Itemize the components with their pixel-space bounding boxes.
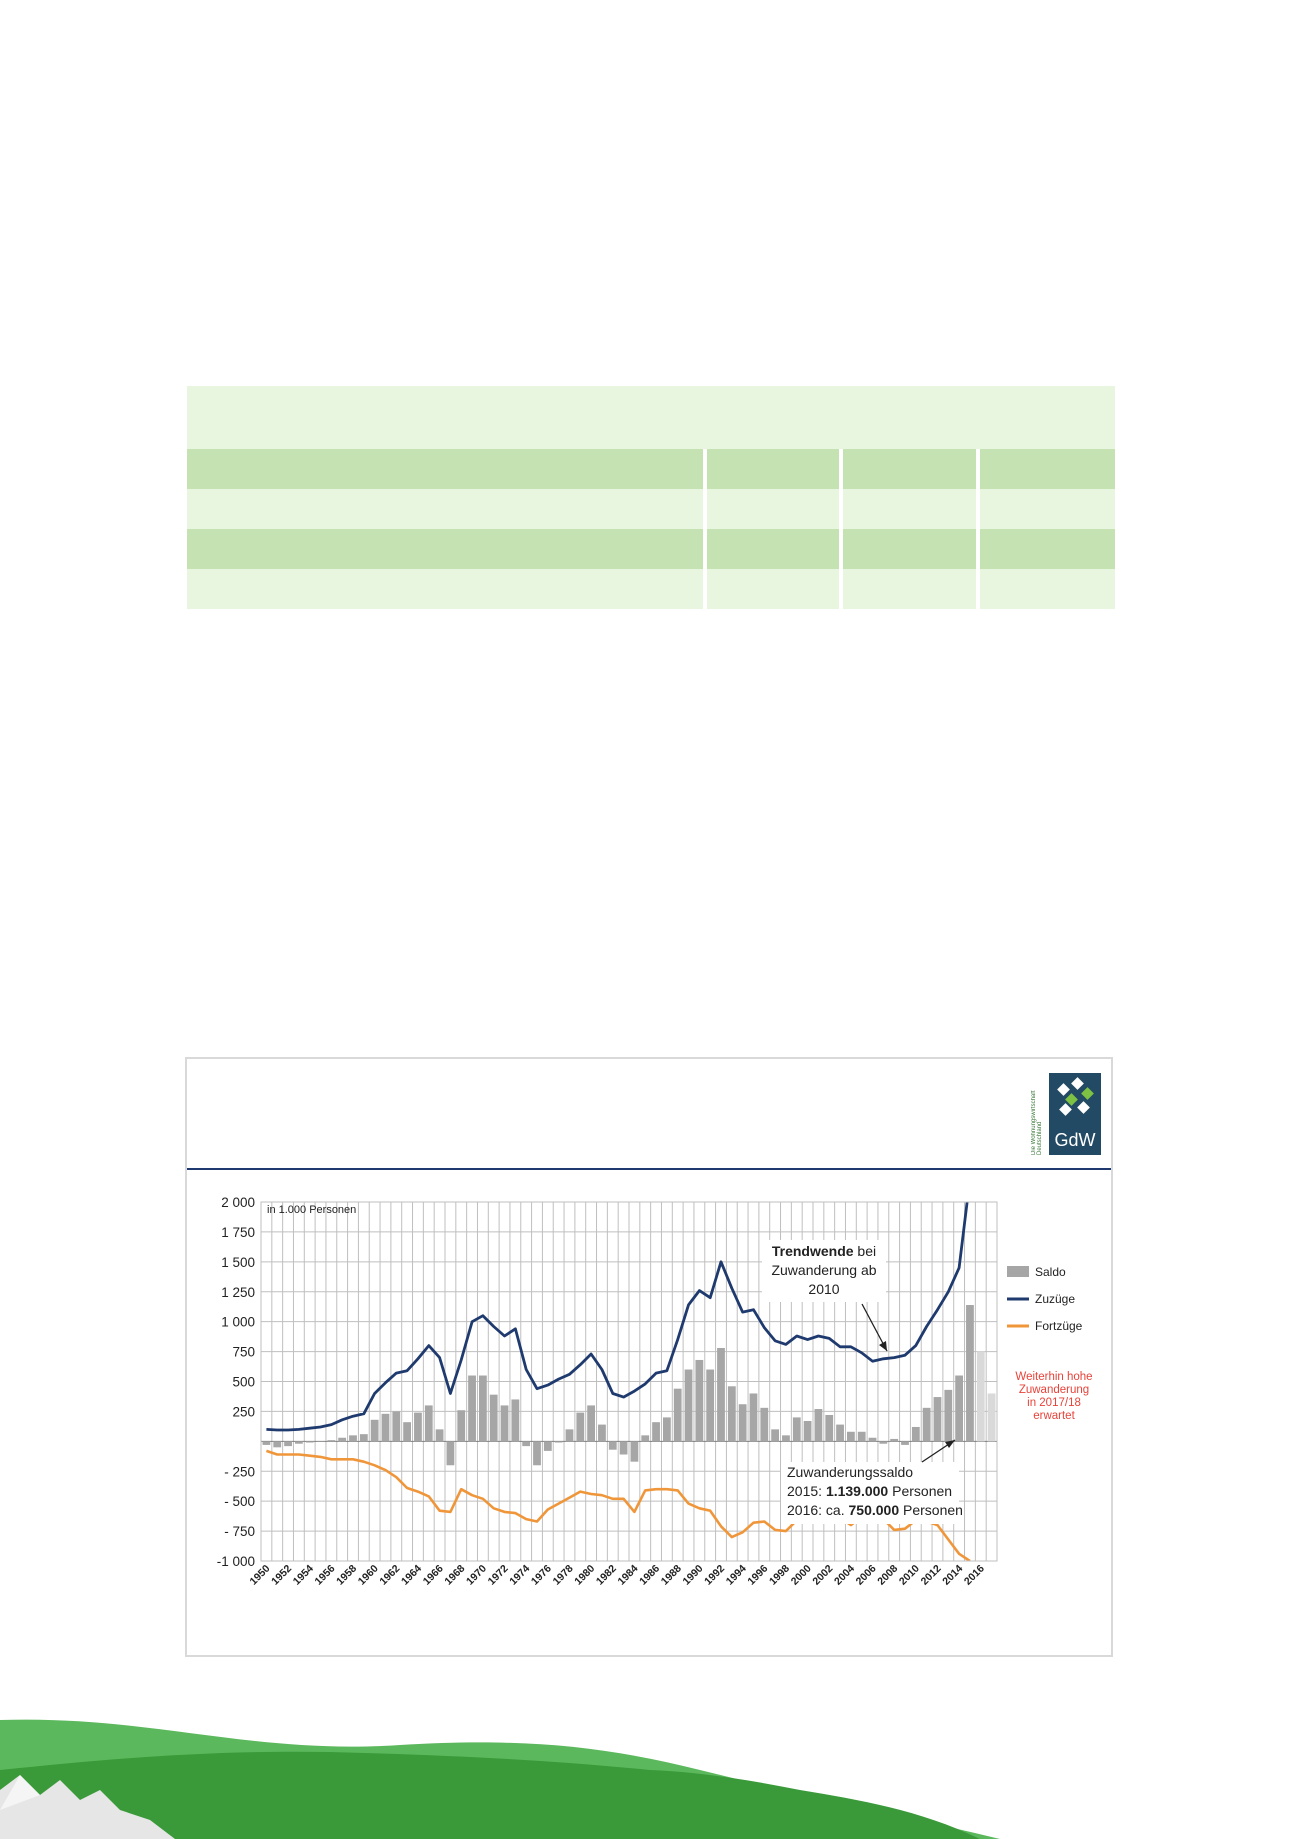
x-tick-label: 1986 — [637, 1562, 663, 1588]
saldo-bar — [479, 1376, 487, 1442]
saldo-bar — [598, 1425, 606, 1442]
y-tick-label: - 500 — [224, 1494, 255, 1510]
x-tick-label: 2008 — [875, 1562, 901, 1588]
y-tick-label: 250 — [232, 1404, 255, 1420]
annotation-forecast — [1015, 1371, 1092, 1422]
x-tick-label: 2004 — [832, 1562, 858, 1588]
saldo-bar — [349, 1435, 357, 1441]
saldo-bar — [771, 1429, 779, 1441]
saldo-bar — [869, 1438, 877, 1442]
logo-caption: Die Wohnungswirtschaft Deutschland — [1031, 1090, 1043, 1155]
saldo-bar — [641, 1435, 649, 1441]
saldo-bar — [382, 1414, 390, 1442]
saldo-bar — [760, 1408, 768, 1442]
saldo-bar — [273, 1441, 281, 1447]
annotation-forecast-segment: Weiterhin hohe — [1015, 1371, 1093, 1383]
annotation-saldo — [781, 1462, 963, 1524]
saldo-bar — [306, 1441, 314, 1442]
x-tick-label: 1992 — [702, 1562, 728, 1588]
table-row — [187, 489, 1115, 529]
saldo-bar — [360, 1434, 368, 1441]
x-tick-label: 2002 — [810, 1562, 836, 1588]
annotation-saldo-segment: Personen — [888, 1483, 953, 1499]
saldo-bar — [436, 1429, 444, 1441]
saldo-bar — [825, 1415, 833, 1441]
saldo-bar — [890, 1439, 898, 1441]
legend-label: Zuzüge — [1035, 1292, 1076, 1306]
x-tick-label: 2010 — [896, 1562, 922, 1588]
saldo-bar — [858, 1432, 866, 1442]
saldo-bar — [317, 1441, 325, 1442]
saldo-bar — [750, 1393, 758, 1441]
x-tick-label: 1950 — [247, 1562, 273, 1588]
saldo-bar — [912, 1427, 920, 1441]
saldo-bar — [371, 1420, 379, 1442]
saldo-bar — [566, 1429, 574, 1441]
x-tick-label: 1970 — [464, 1562, 490, 1588]
saldo-bar — [739, 1404, 747, 1441]
saldo-bar — [511, 1399, 519, 1441]
legend-swatch-saldo — [1007, 1266, 1029, 1277]
annotation-saldo-segment: 2015: — [787, 1483, 826, 1499]
x-tick-label: 1962 — [377, 1562, 403, 1588]
annotation-saldo-segment: 750.000 — [848, 1502, 900, 1518]
saldo-bar — [522, 1441, 530, 1446]
x-tick-label: 1968 — [442, 1562, 468, 1588]
legend-label: Saldo — [1035, 1265, 1066, 1279]
chart-svg — [187, 1059, 1111, 1655]
saldo-bar — [457, 1410, 465, 1441]
x-tick-label: 2016 — [961, 1562, 987, 1588]
saldo-bar — [284, 1441, 292, 1446]
x-tick-label: 1982 — [593, 1562, 619, 1588]
x-tick-label: 1988 — [658, 1562, 684, 1588]
x-tick-label: 1976 — [528, 1562, 554, 1588]
table-row — [187, 569, 1115, 609]
logo-text: GdW — [1054, 1130, 1096, 1150]
saldo-bar — [609, 1441, 617, 1449]
annotation-forecast-line — [1015, 1371, 1092, 1383]
x-tick-label: 1998 — [767, 1562, 793, 1588]
unit-label: in 1.000 Personen — [267, 1204, 357, 1216]
saldo-bar — [501, 1405, 509, 1441]
saldo-bar — [717, 1348, 725, 1441]
saldo-bar — [988, 1393, 996, 1441]
table-cell — [843, 449, 975, 489]
y-tick-label: 1 000 — [221, 1314, 255, 1330]
saldo-bar — [815, 1409, 823, 1441]
saldo-bar — [879, 1441, 887, 1443]
annotation-saldo-segment: Zuwanderungssaldo — [787, 1464, 914, 1480]
x-tick-label: 2012 — [918, 1562, 944, 1588]
annotation-trendwende-line — [808, 1281, 839, 1297]
x-tick-label: 1960 — [355, 1562, 381, 1588]
table-cell — [187, 529, 703, 569]
saldo-bar — [576, 1413, 584, 1442]
saldo-bar — [295, 1441, 303, 1443]
saldo-bar — [728, 1386, 736, 1441]
x-tick-label: 1996 — [745, 1562, 771, 1588]
x-tick-label: 1966 — [420, 1562, 446, 1588]
saldo-bar — [955, 1376, 963, 1442]
x-tick-label: 2014 — [940, 1562, 966, 1588]
x-tick-label: 1954 — [290, 1562, 316, 1588]
saldo-bar — [425, 1405, 433, 1441]
saldo-bar — [392, 1411, 400, 1441]
table-cell — [187, 489, 703, 529]
saldo-bar — [836, 1425, 844, 1442]
saldo-bar — [847, 1432, 855, 1442]
saldo-bar — [966, 1305, 974, 1441]
annotation-trendwende-line — [772, 1243, 876, 1259]
x-tick-label: 1978 — [550, 1562, 576, 1588]
annotation-trendwende-segment: Zuwanderung ab — [771, 1262, 877, 1278]
annotation-trendwende-segment: Trendwende — [771, 1243, 854, 1259]
saldo-bar — [782, 1435, 790, 1441]
y-tick-label: 500 — [232, 1374, 255, 1390]
x-tick-label: 1990 — [680, 1562, 706, 1588]
saldo-bar — [977, 1352, 985, 1442]
table-cell — [187, 449, 703, 489]
x-tick-label: 2000 — [788, 1562, 814, 1588]
saldo-bar — [923, 1408, 931, 1442]
y-tick-label: 750 — [232, 1344, 255, 1360]
annotation-saldo-segment: Personen — [899, 1502, 963, 1518]
saldo-bar — [490, 1395, 498, 1442]
x-tick-label: 1956 — [312, 1562, 338, 1588]
migration-chart-figure — [185, 1057, 1113, 1657]
annotation-forecast-line — [1019, 1384, 1089, 1396]
x-tick-label: 1974 — [507, 1562, 533, 1588]
y-tick-label: 1 750 — [221, 1224, 255, 1240]
y-tick-label: - 250 — [224, 1464, 255, 1480]
annotation-forecast-line — [1027, 1397, 1081, 1409]
legend-label: Fortzüge — [1035, 1319, 1083, 1333]
saldo-bar — [587, 1405, 595, 1441]
saldo-bar — [652, 1422, 660, 1441]
saldo-bar — [944, 1390, 952, 1441]
y-tick-label: 1 500 — [221, 1254, 255, 1270]
annotation-forecast-segment: in 2017/18 — [1027, 1397, 1081, 1409]
x-tick-label: 1958 — [334, 1562, 360, 1588]
saldo-bar — [685, 1370, 693, 1442]
table-cell — [187, 569, 703, 609]
saldo-bar — [901, 1441, 909, 1445]
saldo-bar — [338, 1438, 346, 1442]
x-tick-label: 1972 — [485, 1562, 511, 1588]
saldo-bar — [468, 1376, 476, 1442]
saldo-bar — [403, 1422, 411, 1441]
table-cell — [980, 449, 1115, 489]
saldo-bar — [447, 1441, 455, 1465]
annotation-trendwende — [762, 1240, 886, 1302]
saldo-bar — [414, 1413, 422, 1442]
table-cell — [843, 489, 975, 529]
x-tick-label: 1984 — [615, 1562, 641, 1588]
x-tick-label: 1964 — [399, 1562, 425, 1588]
y-tick-label: 1 250 — [221, 1284, 255, 1300]
table-header-row — [187, 386, 1115, 449]
saldo-bar — [327, 1440, 335, 1441]
x-tick-label: 1994 — [723, 1562, 749, 1588]
annotation-forecast-line — [1033, 1410, 1075, 1422]
table-cell — [980, 569, 1115, 609]
saldo-bar — [544, 1441, 552, 1451]
table-row — [187, 529, 1115, 569]
annotation-trendwende-line — [771, 1262, 876, 1278]
table-cell — [707, 449, 839, 489]
table-cell — [707, 529, 839, 569]
table-cell — [707, 489, 839, 529]
saldo-bar — [263, 1441, 271, 1445]
saldo-bar — [620, 1441, 628, 1454]
table-cell — [980, 489, 1115, 529]
annotation-forecast-segment: erwartet — [1033, 1410, 1075, 1422]
data-table — [187, 386, 1115, 609]
annotation-saldo-line — [787, 1483, 952, 1499]
saldo-bar — [533, 1441, 541, 1465]
annotation-trendwende-segment: bei — [853, 1243, 877, 1259]
saldo-bar — [631, 1441, 639, 1461]
y-tick-label: 2 000 — [221, 1195, 255, 1210]
saldo-bar — [695, 1360, 703, 1441]
y-tick-label: - 750 — [224, 1524, 255, 1540]
saldo-bar — [706, 1370, 714, 1442]
saldo-bar — [804, 1421, 812, 1441]
saldo-bar — [555, 1441, 563, 1442]
annotation-forecast-segment: Zuwanderung — [1018, 1384, 1090, 1396]
table-cell — [843, 529, 975, 569]
saldo-bar — [793, 1417, 801, 1441]
table-cell — [707, 569, 839, 609]
annotation-trendwende-segment: 2010 — [808, 1281, 840, 1297]
x-tick-label: 1952 — [269, 1562, 295, 1588]
annotation-saldo-line — [787, 1502, 963, 1518]
table-cell — [843, 569, 975, 609]
annotation-saldo-segment: 2016: ca. — [787, 1502, 849, 1518]
y-tick-label: -1 000 — [216, 1554, 255, 1569]
x-tick-label: 1980 — [572, 1562, 598, 1588]
table-row — [187, 449, 1115, 489]
landscape-hills-decoration — [0, 1700, 1300, 1839]
table-cell — [980, 529, 1115, 569]
saldo-bar — [934, 1397, 942, 1441]
x-tick-label: 2006 — [853, 1562, 879, 1588]
annotation-saldo-segment: 1.139.000 — [825, 1483, 889, 1499]
saldo-bar — [674, 1389, 682, 1442]
annotation-saldo-line — [787, 1464, 913, 1480]
saldo-bar — [663, 1417, 671, 1441]
